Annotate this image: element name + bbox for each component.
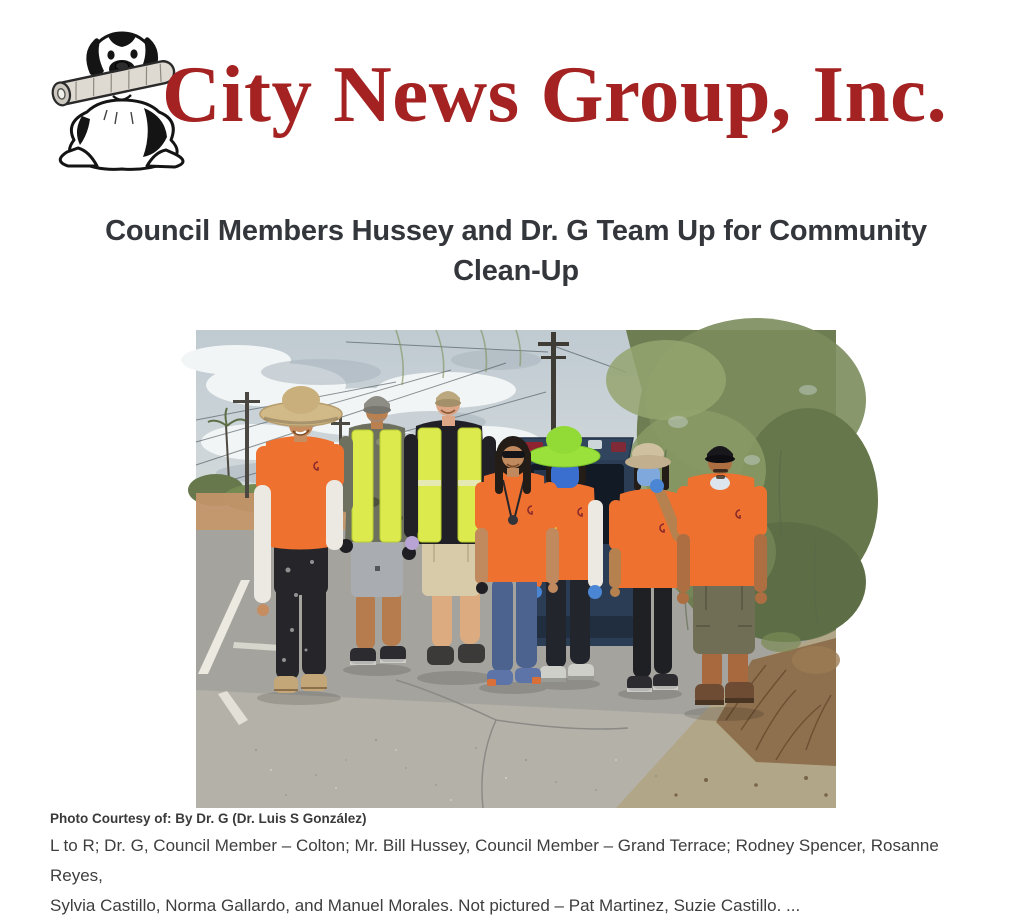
photo-caption [50, 831, 995, 921]
headline-line-1: Council Members Hussey and Dr. G Team Up for Community [105, 215, 927, 247]
site-logo-text[interactable]: City News Group, Inc. [162, 49, 948, 139]
site-logo[interactable] [46, 10, 986, 175]
article-headline [40, 211, 992, 291]
headline-line-2: Clean-Up [453, 255, 579, 287]
caption-line-2: Sylvia Castillo, Norma Gallardo, and Manuel Morales. Not pictured – Pat Martinez, Suzie Castillo. ... [50, 896, 801, 915]
article-photo [196, 330, 836, 808]
photo-credit: Photo Courtesy of: By Dr. G (Dr. Luis S González) [50, 811, 367, 826]
caption-line-1: L to R; Dr. G, Council Member – Colton; Mr. Bill Hussey, Council Member – Grand Terrace; Rodney Spencer, Rosanne Reyes, [50, 836, 939, 885]
article-photo-illustration [196, 330, 836, 808]
